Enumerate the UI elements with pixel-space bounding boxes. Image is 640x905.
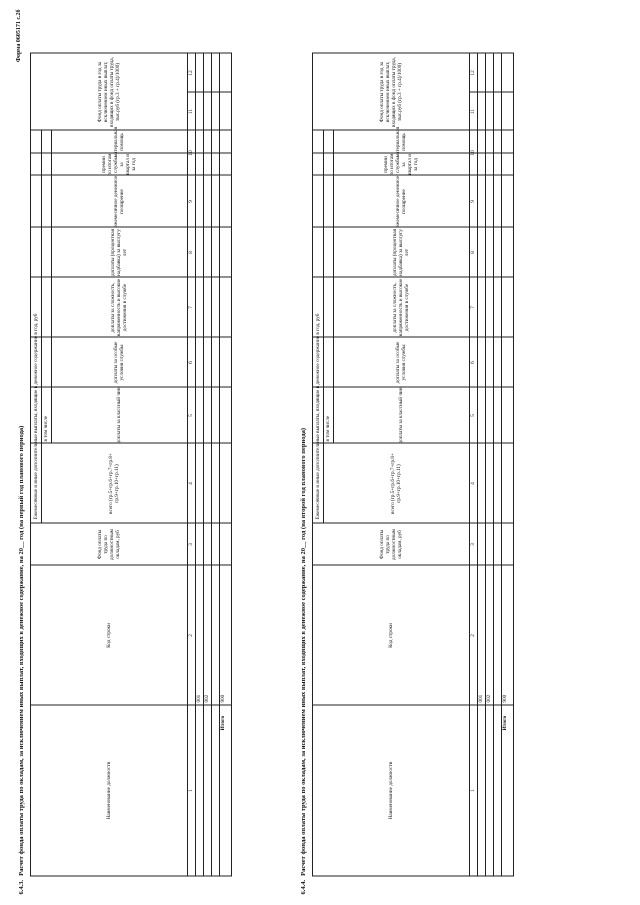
section-title-6-4-4 xyxy=(300,428,307,895)
header-name: Наименование должности xyxy=(106,761,112,820)
header-col12: Фонд оплаты труда в год за исключением иных выплат, входящих в фонд оплаты труда, тыс.руб (гр.3 + гр.4)/1000) xyxy=(97,57,121,127)
header-col7: доплаты за сложность, напряженность и высокие достижения в службе xyxy=(110,278,128,337)
col-number: 9 xyxy=(188,200,194,203)
header-col6: доплаты за особые условия службы xyxy=(395,341,407,384)
section-title-6-4-3 xyxy=(18,426,25,895)
row-code: 001 xyxy=(196,694,202,703)
header-col10: премии по итогам службы за квартал и за год xyxy=(101,153,137,176)
header-fund: Фонд оплаты труда по должностным окладам, руб xyxy=(97,529,121,560)
col-number: 1 xyxy=(470,789,476,792)
col-number: 5 xyxy=(470,414,476,417)
fund-table-year2 xyxy=(312,53,514,877)
header-col5: доплаты за классный чин xyxy=(116,387,122,444)
col-number: 10 xyxy=(470,150,476,156)
col-number: 2 xyxy=(470,634,476,637)
section-heading: Расчет фонда оплаты труда по окладам, за исключением иных выплат, входящих в денежное содержание, на 20__ год (на первый год планового периода) xyxy=(18,425,25,876)
col-number: 4 xyxy=(470,482,476,485)
total-code: 900 xyxy=(220,694,226,703)
section-number: 6.4.3. xyxy=(18,879,25,895)
col-number: 8 xyxy=(188,251,194,254)
header-col9: ежемесячное денежное поощрение xyxy=(113,175,125,228)
header-extra-group: Ежемесячные и иные дополнительные выплаты, входящие в денежное содержание в год, руб xyxy=(33,313,39,520)
header-including: в том числе xyxy=(325,415,331,442)
col-number: 9 xyxy=(470,200,476,203)
header-including: в том числе xyxy=(43,415,49,442)
header-total: всего (гр.5+гр.6+гр.7+гр.8+ гр.9+гр.10+гр.11) xyxy=(390,453,402,514)
total-label: Итого xyxy=(220,715,226,731)
col-number: 6 xyxy=(470,361,476,364)
header-extra-group: Ежемесячные и иные дополнительные выплаты, входящие в денежное содержание в год, руб xyxy=(315,313,321,520)
section-heading: Расчет фонда оплаты труда по окладам, за исключением иных выплат, входящих в денежное содержание, на 20__ год (на второй год планового периода) xyxy=(300,427,307,876)
col-number: 5 xyxy=(188,414,194,417)
row-code: 002 xyxy=(486,694,492,703)
col-number: 12 xyxy=(470,70,476,76)
header-col8: доплаты (процентная надбавка) за выслугу лет xyxy=(110,228,128,277)
fund-table-year1 xyxy=(30,53,232,877)
header-col8: доплаты (процентная надбавка) за выслугу лет xyxy=(392,228,410,277)
header-col6: доплаты за особые условия службы xyxy=(113,341,125,384)
section-number: 6.4.4. xyxy=(300,879,307,895)
header-name: Наименование должности xyxy=(388,761,394,820)
header-col5: доплаты за классный чин xyxy=(398,387,404,444)
col-number: 1 xyxy=(188,789,194,792)
col-number: 12 xyxy=(188,70,194,76)
col-number: 11 xyxy=(470,108,476,115)
col-number: 3 xyxy=(470,543,476,546)
total-code: 900 xyxy=(502,694,508,703)
col-number: 11 xyxy=(188,108,194,115)
col-number: 7 xyxy=(188,306,194,309)
header-total: всего (гр.5+гр.6+гр.7+гр.8+ гр.9+гр.10+гр.11) xyxy=(108,453,120,514)
header-col10: премии по итогам службы за квартал и за год xyxy=(383,153,419,176)
header-col9: ежемесячное денежное поощрение xyxy=(395,175,407,228)
header-col12: Фонд оплаты труда в год за исключением иных выплат, входящих в фонд оплаты труда, тыс.руб (гр.3 + гр.4)/1000) xyxy=(379,57,403,127)
col-number: 3 xyxy=(188,543,194,546)
header-col7: доплаты за сложность, напряженность и высокие достижения в службе xyxy=(392,278,410,337)
col-number: 2 xyxy=(188,634,194,637)
header-fund: Фонд оплаты труда по должностным окладам, руб xyxy=(379,529,403,560)
col-number: 8 xyxy=(470,251,476,254)
row-code: 002 xyxy=(204,694,210,703)
col-number: 6 xyxy=(188,361,194,364)
header-code: Код строки xyxy=(106,623,112,648)
header-col11: материальная помощь xyxy=(395,126,407,158)
col-number: 10 xyxy=(188,150,194,156)
total-label: Итого xyxy=(502,715,508,731)
col-number: 4 xyxy=(188,482,194,485)
header-code: Код строки xyxy=(388,623,394,648)
row-code: 001 xyxy=(478,694,484,703)
form-number: Форма 0605171 с.2б xyxy=(16,9,22,63)
header-col11: материальная помощь xyxy=(113,126,125,158)
col-number: 7 xyxy=(470,306,476,309)
